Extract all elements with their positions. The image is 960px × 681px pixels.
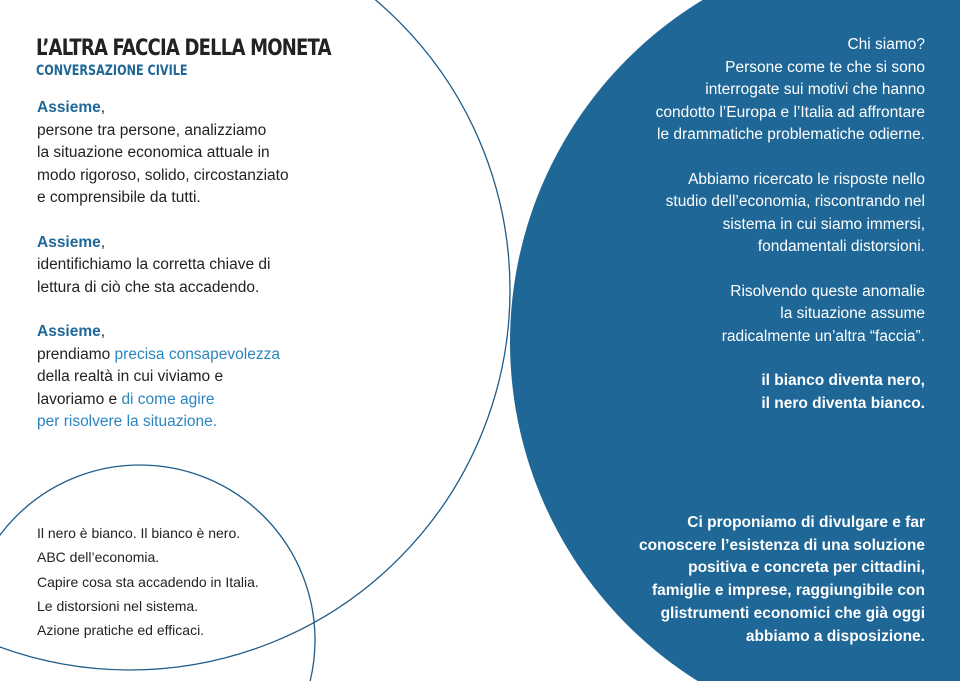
highlight-text: per risolvere la situazione. [37, 413, 218, 430]
page-title: L’ALTRA FACCIA DELLA MONETA [36, 36, 331, 61]
keyword-comma: , [100, 99, 106, 116]
text-line: Abbiamo ricercato le risposte nello [688, 170, 925, 188]
tagline-line: il nero diventa bianco. [761, 394, 925, 412]
text-line: lettura di ciò che sta accadendo. [37, 278, 260, 296]
list-item: Le distorsioni nel sistema. [37, 597, 199, 614]
mission-statement [565, 512, 925, 648]
page-subtitle: CONVERSAZIONE CIVILE [36, 63, 188, 79]
list-item: Azione pratiche ed efficaci. [37, 622, 205, 639]
text-line: glistrumenti economici che già oggi [660, 604, 925, 622]
paragraph-2-heading [37, 232, 337, 255]
text-line: famiglie e imprese, raggiungibile con [651, 582, 925, 600]
keyword-comma: , [100, 233, 106, 251]
text-line: le drammatiche problematiche odierne. [657, 126, 925, 143]
list-item: ABC dell’economia. [37, 549, 160, 566]
text-line: positiva e concreta per cittadini, [688, 559, 925, 577]
text-line: la situazione economica attuale in [37, 144, 270, 161]
keyword-assieme: Assieme [37, 233, 101, 251]
text-line: Ci proponiamo di divulgare e far [687, 514, 925, 531]
highlight-text: di come agire [121, 390, 215, 408]
keyword-comma: , [100, 323, 106, 340]
text-line: fondamentali distorsioni. [757, 238, 925, 255]
text-line: conoscere l’esistenza di una soluzione [639, 536, 925, 554]
paragraph-1 [37, 97, 337, 210]
topics-list [37, 521, 259, 642]
text-line: abbiamo a disposizione. [745, 627, 925, 645]
right-paragraph-3 [585, 281, 925, 349]
paragraph-2 [37, 232, 337, 300]
text-line: e comprensibile da tutti. [37, 189, 201, 206]
text-line: condotto l’Europa e l’Italia ad affrontare [655, 103, 925, 121]
text-line: Persone come te che si sono [725, 58, 925, 76]
text-line [37, 389, 337, 412]
text-line: interrogate sui motivi che hanno [705, 81, 925, 98]
text-line: persone tra persone, analizziamo [37, 121, 267, 139]
list-item: Il nero è bianco. Il bianco è nero. [37, 525, 241, 541]
left-column [37, 97, 337, 456]
text-line: radicalmente un’altra “faccia”. [721, 327, 925, 345]
right-column [585, 34, 925, 437]
text-plain: lavoriamo e [37, 390, 122, 408]
keyword-assieme: Assieme [37, 99, 101, 116]
text-line: della realtà in cui viviamo e [37, 368, 224, 385]
chi-siamo-section [585, 34, 925, 147]
right-paragraph-2 [585, 169, 925, 259]
text-line: la situazione assume [780, 305, 925, 322]
right-tagline [585, 370, 925, 415]
text-plain: prendiamo [37, 345, 115, 363]
list-item: Capire cosa sta accadendo in Italia. [37, 573, 259, 590]
paragraph-3-heading [37, 321, 337, 344]
text-line: Risolvendo queste anomalie [730, 282, 925, 300]
text-line: sistema in cui siamo immersi, [722, 215, 925, 233]
text-line: identifichiamo la corretta chiave di [37, 256, 271, 273]
paragraph-3 [37, 321, 337, 434]
highlight-text: precisa consapevolezza [114, 345, 280, 363]
paragraph-1-heading [37, 97, 337, 120]
chi-siamo-heading: Chi siamo? [847, 36, 925, 53]
text-line: studio dell’economia, riscontrando nel [665, 193, 925, 210]
tagline-line: il bianco diventa nero, [761, 372, 925, 389]
text-line: modo rigoroso, solido, circostanziato [37, 166, 289, 184]
text-line [37, 344, 337, 367]
keyword-assieme: Assieme [37, 323, 101, 340]
